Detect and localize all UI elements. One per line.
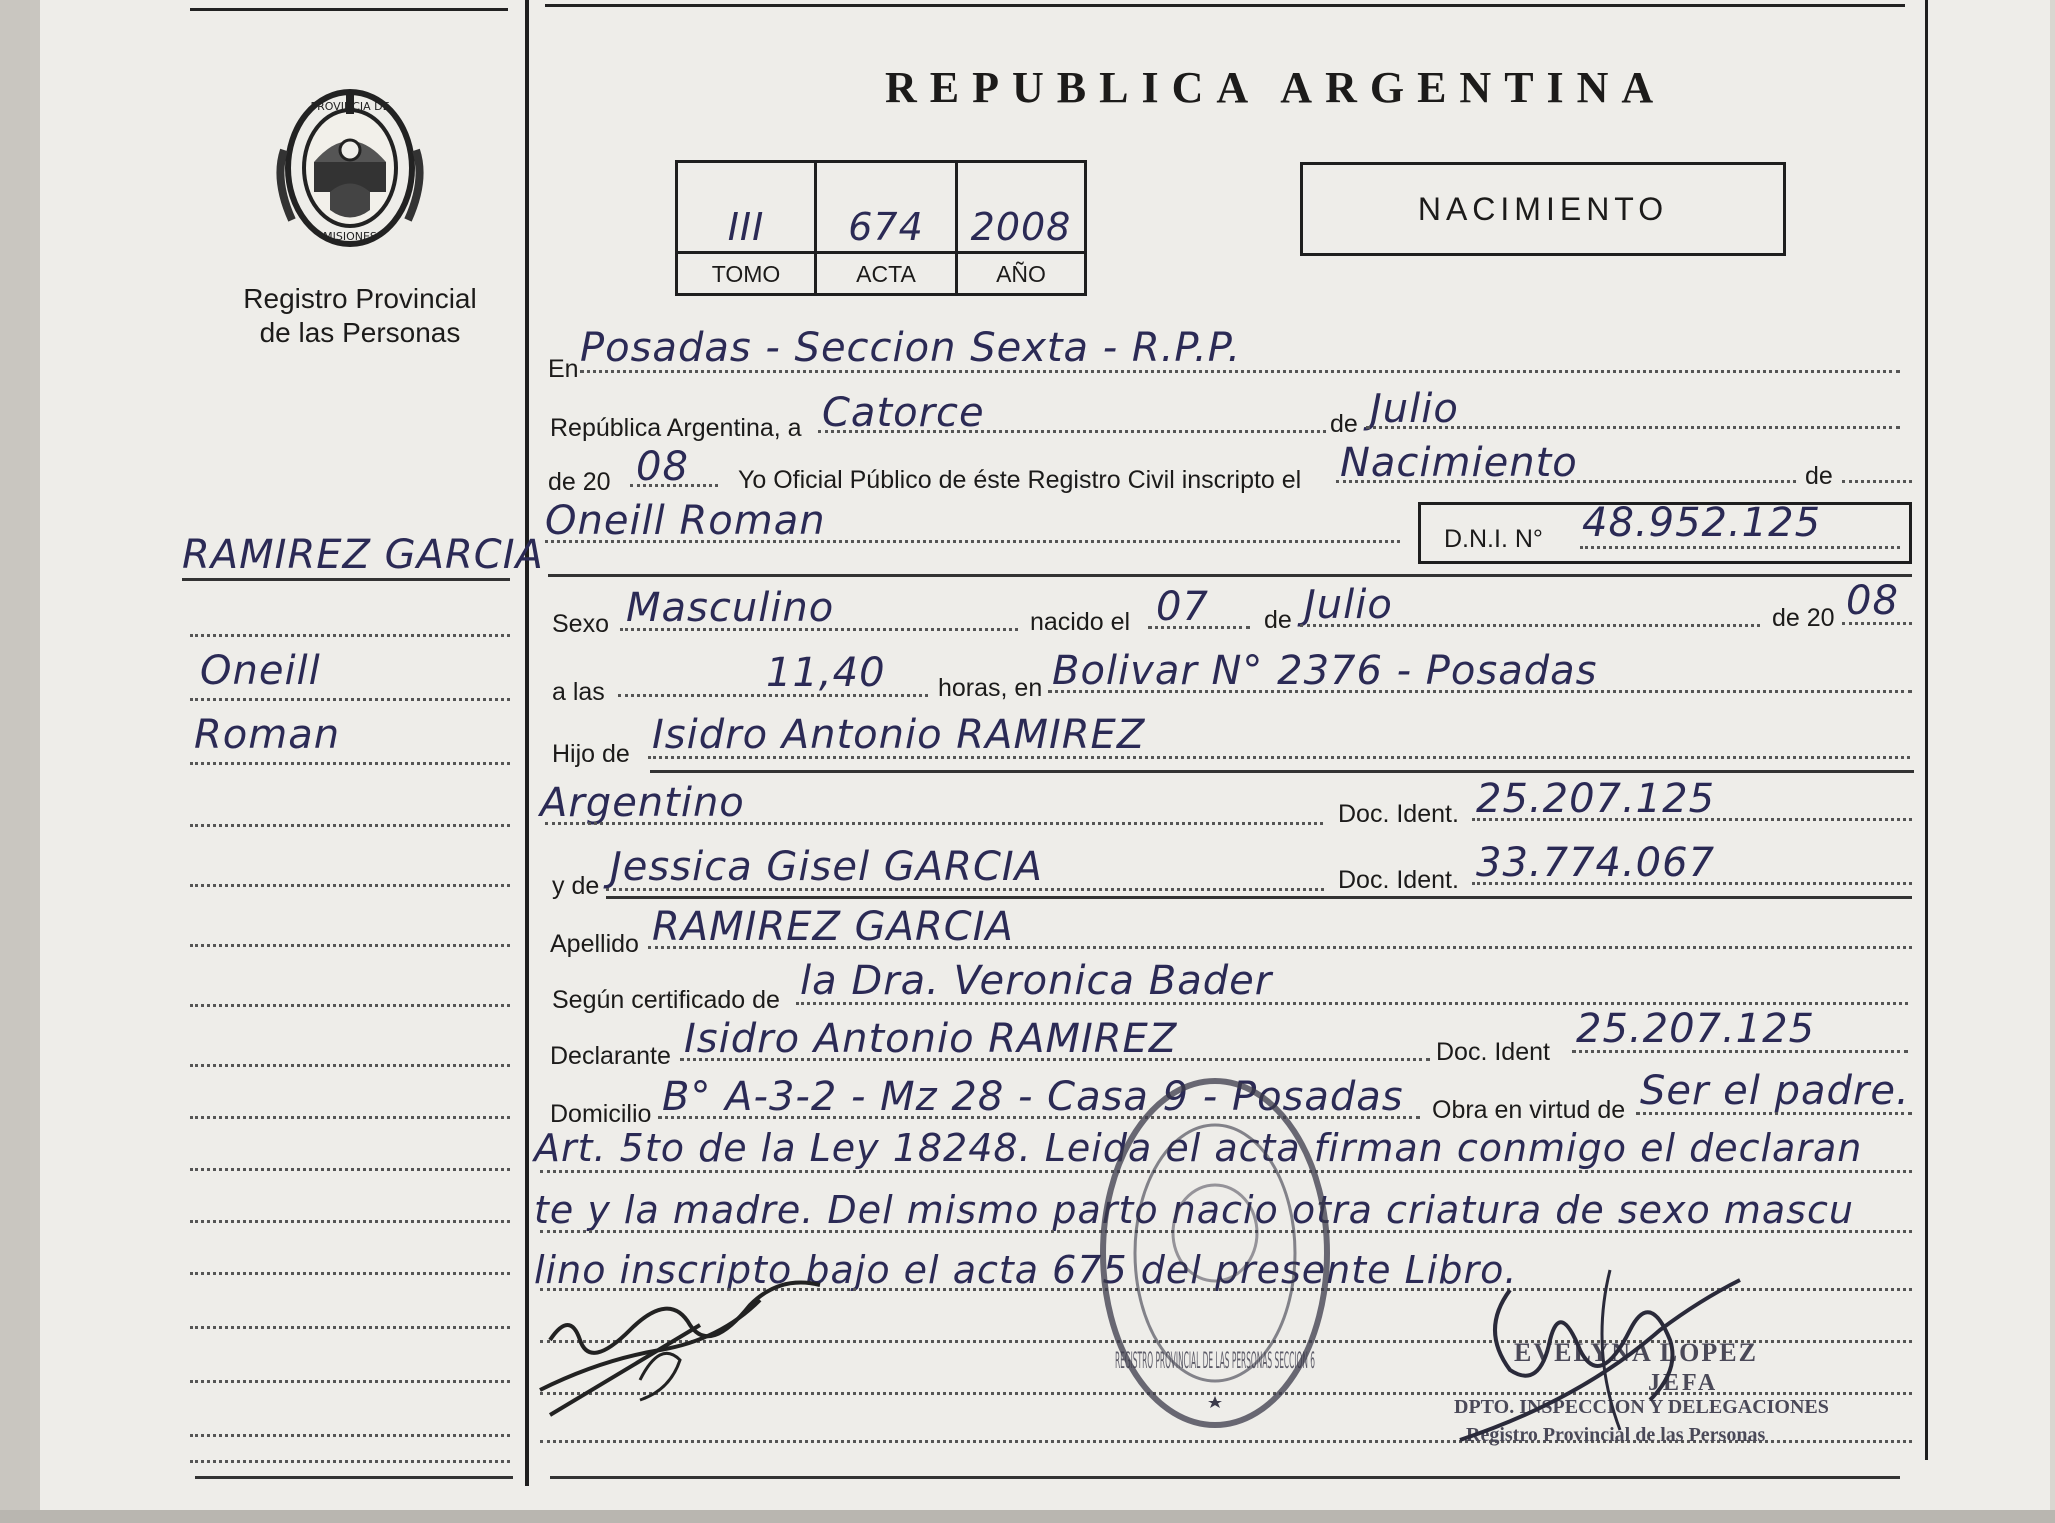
republica-label: República Argentina, a <box>550 414 802 442</box>
stub-row-6 <box>190 900 510 947</box>
father-doc: 25.207.125 <box>1476 776 1716 822</box>
year-line <box>630 484 718 487</box>
doc-ident-label-2: Doc. Ident. <box>1338 866 1459 894</box>
dni-line <box>1580 546 1900 549</box>
stub-top-rule <box>190 8 508 11</box>
birth-time-line <box>618 694 928 697</box>
anio-cell <box>958 163 1084 293</box>
de20-label: de 20 <box>548 468 611 496</box>
page-bottom-edge <box>0 1510 2055 1523</box>
birth-year-line <box>1842 622 1912 625</box>
apellido-label: Apellido <box>550 930 639 958</box>
declarante-label: Declarante <box>550 1042 671 1070</box>
month-line <box>1366 426 1900 429</box>
birth-time: 11,40 <box>766 650 886 696</box>
stub-surname-line <box>182 578 510 581</box>
official-role-stamp: JEFA <box>1648 1370 1719 1396</box>
section-rule-1 <box>548 574 1912 577</box>
alas-label: a las <box>552 678 605 706</box>
dni-value: 48.952.125 <box>1582 500 1822 546</box>
child-name-line <box>545 540 1400 543</box>
mother-name: Jessica Gisel GARCIA <box>610 844 1044 890</box>
obra-line <box>1636 1112 1912 1115</box>
stub-divider <box>525 0 529 1486</box>
de-label-3: de <box>1264 606 1292 634</box>
stub-row-16 <box>190 1416 510 1463</box>
provincial-seal-icon <box>270 80 430 255</box>
stub-given-name-1: Oneill <box>200 648 321 694</box>
en-label: En <box>548 355 579 383</box>
nacido-label: nacido el <box>1030 608 1131 636</box>
domicilio-label: Domicilio <box>550 1100 652 1128</box>
registry-name-line1: Registro Provincial <box>243 283 477 314</box>
father-name-line <box>648 756 1910 759</box>
stub-row-1 <box>190 590 510 637</box>
stub-row-12 <box>190 1228 510 1275</box>
stub-row-10 <box>190 1124 510 1171</box>
notes-line-3: lino inscripto bajo el acta 675 del presente Libro. <box>534 1248 1518 1292</box>
stub-row-4 <box>190 780 510 827</box>
notes-line-1: Art. 5to de la Ley 18248. Leida el acta firman conmigo el declaran <box>534 1126 1863 1170</box>
birth-day: 07 <box>1156 584 1209 630</box>
acta-label: ACTA <box>817 251 955 293</box>
sexo-label: Sexo <box>552 610 609 638</box>
birth-place-line <box>1048 690 1912 693</box>
declarante-value: Isidro Antonio RAMIREZ <box>684 1016 1178 1062</box>
de20-label-2: de 20 <box>1772 604 1835 632</box>
stub-row-3 <box>190 718 510 765</box>
father-rule <box>650 770 1914 773</box>
official-signature-icon <box>1440 1250 1760 1450</box>
stub-bottom-rule <box>195 1476 513 1479</box>
sexo-line <box>620 628 1018 631</box>
declarante-doc-line <box>1572 1050 1908 1053</box>
doc-ident-label-3: Doc. Ident <box>1436 1038 1550 1066</box>
inscripto-value: Nacimiento <box>1340 440 1578 486</box>
main-top-rule <box>545 4 1905 7</box>
day-line <box>818 430 1326 433</box>
stub-row-5 <box>190 840 510 887</box>
registry-name-line2: de las Personas <box>259 317 461 348</box>
register-table <box>675 160 1087 296</box>
registry-name <box>200 282 520 350</box>
dni-label: D.N.I. N° <box>1444 525 1543 553</box>
stub-row-11 <box>190 1176 510 1223</box>
declarante-doc: 25.207.125 <box>1576 1006 1816 1052</box>
doc-ident-label: Doc. Ident. <box>1338 800 1459 828</box>
month-value: Julio <box>1370 386 1459 432</box>
official-dept-stamp: DPTO. INSPECCION Y DELEGACIONES <box>1454 1396 1829 1418</box>
acta-cell <box>817 163 958 293</box>
stub-row-13 <box>190 1282 510 1329</box>
stub-row-2 <box>190 654 510 701</box>
yde-label: y de <box>552 872 600 900</box>
tomo-cell <box>678 163 817 293</box>
stub-row-7 <box>190 960 510 1007</box>
anio-label: AÑO <box>958 251 1084 293</box>
father-nationality: Argentino <box>540 780 745 826</box>
mother-doc-line <box>1472 882 1912 885</box>
segun-label: Según certificado de <box>552 986 780 1014</box>
record-type-box: NACIMIENTO <box>1300 162 1786 256</box>
stub-given-name-2: Roman <box>194 712 341 758</box>
de-label-2: de <box>1805 462 1833 490</box>
year-value: 08 <box>636 444 689 490</box>
stub-row-8 <box>190 1020 510 1067</box>
certificado-line <box>796 1002 1908 1005</box>
apellido-value: RAMIREZ GARCIA <box>652 904 1014 950</box>
svg-text:REGISTRO PROVINCIAL DE LAS PER: REGISTRO PROVINCIAL DE LAS PERSONAS SECCION 6 <box>1115 1349 1315 1374</box>
hijo-label: Hijo de <box>552 740 630 768</box>
birth-month: Julio <box>1304 582 1393 628</box>
tomo-label: TOMO <box>678 251 814 293</box>
declarant-signature-icon <box>520 1280 850 1430</box>
declarante-line <box>680 1058 1430 1061</box>
sexo-value: Masculino <box>626 585 835 631</box>
apellido-line <box>648 946 1912 949</box>
horas-label: horas, en <box>938 674 1043 702</box>
mother-rule <box>606 896 1912 899</box>
de-label: de <box>1330 410 1358 438</box>
tomo-value: III <box>727 205 765 249</box>
notes-line-2: te y la madre. Del mismo parto nacio otra criatura de sexo mascu <box>534 1188 1854 1232</box>
bottom-rule <box>550 1476 1900 1479</box>
de-line-2 <box>1842 480 1912 483</box>
svg-text:MISIONES: MISIONES <box>323 230 377 243</box>
stub-row-9 <box>190 1072 510 1119</box>
mother-name-line <box>606 888 1324 891</box>
certificado-value: la Dra. Veronica Bader <box>800 958 1273 1004</box>
official-name-stamp: EVELYNA LOPEZ <box>1514 1338 1758 1367</box>
country-title: REPUBLICA ARGENTINA <box>885 63 1667 112</box>
birth-place: Bolivar N° 2376 - Posadas <box>1052 648 1598 694</box>
father-name: Isidro Antonio RAMIREZ <box>652 712 1146 758</box>
birth-year: 08 <box>1846 578 1899 624</box>
en-value: Posadas - Seccion Sexta - R.P.P. <box>580 325 1242 371</box>
domicilio-value: B° A-3-2 - Mz 28 - Casa 9 - Posadas <box>662 1074 1404 1120</box>
en-line <box>580 370 1900 373</box>
registry-round-stamp-icon <box>1090 1068 1340 1438</box>
day-value: Catorce <box>822 390 985 436</box>
page-gutter <box>0 0 40 1523</box>
anio-value: 2008 <box>970 205 1072 249</box>
nationality-line <box>545 822 1323 825</box>
birth-month-line <box>1300 624 1760 627</box>
inscripto-line <box>1336 480 1796 483</box>
oficial-label: Yo Oficial Público de éste Registro Civil inscripto el <box>738 466 1302 494</box>
acta-value: 674 <box>848 205 924 249</box>
official-org-stamp: Registro Provincial de las Personas <box>1466 1424 1766 1446</box>
stub-surname: RAMIREZ GARCIA <box>182 532 544 578</box>
obra-label: Obra en virtud de <box>1432 1096 1626 1124</box>
stub-row-14 <box>190 1336 510 1383</box>
father-doc-line <box>1472 818 1912 821</box>
child-name: Oneill Roman <box>545 498 826 544</box>
obra-value: Ser el padre. <box>1640 1068 1910 1114</box>
right-border <box>1925 0 1928 1460</box>
birth-day-line <box>1148 626 1250 629</box>
mother-doc: 33.774.067 <box>1476 840 1716 886</box>
svg-text:PROVINCIA DE: PROVINCIA DE <box>310 100 390 113</box>
